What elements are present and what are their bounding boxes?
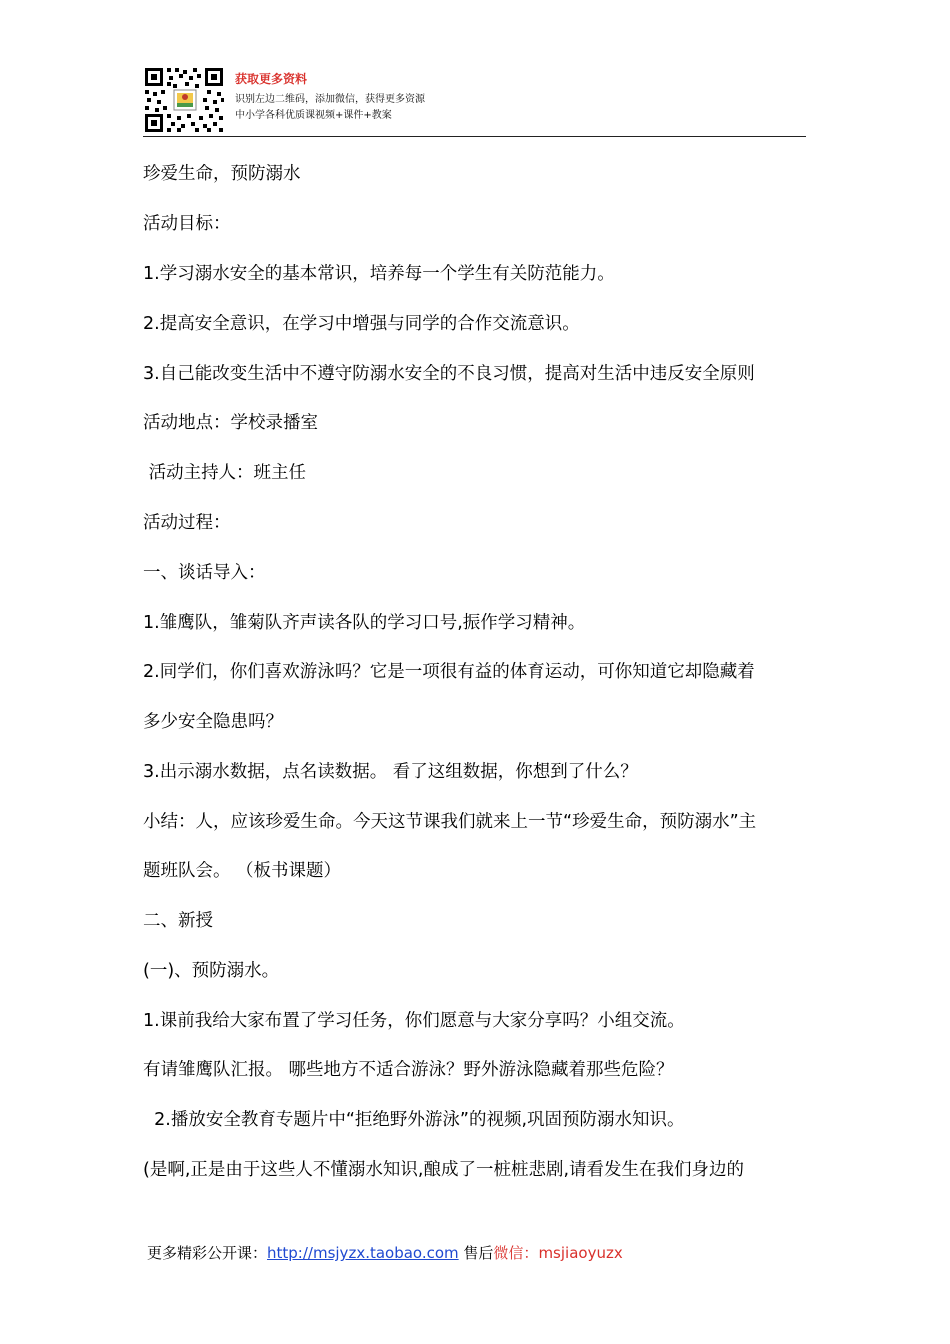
section-heading: 二、新授 <box>143 911 213 931</box>
document-title: 珍爱生命，预防溺水 <box>143 164 301 184</box>
page-header <box>143 66 806 136</box>
footer-link[interactable]: http://msjyzx.taobao.com <box>267 1244 459 1262</box>
text-line: 多少安全隐患吗？ <box>143 712 283 732</box>
footer-wechat-label: 微信： <box>493 1244 539 1262</box>
text-line: 活动地点：学校录播室 <box>143 413 318 433</box>
page-footer <box>147 1240 623 1266</box>
text-line: 3.出示溺水数据，点名读数据。 看了这组数据，你想到了什么？ <box>143 762 638 782</box>
text-line: 1.雏鹰队，雏菊队齐声读各队的学习口号,振作学习精神。 <box>143 613 586 633</box>
footer-after-link: 售后 <box>458 1244 494 1262</box>
text-line: 2.提高安全意识，在学习中增强与同学的合作交流意识。 <box>143 314 580 334</box>
qr-code-icon <box>143 66 225 134</box>
text-line: 1.学习溺水安全的基本常识，培养每一个学生有关防范能力。 <box>143 264 615 284</box>
header-title: 获取更多资料 <box>235 72 308 86</box>
text-line: 1.课前我给大家布置了学习任务，你们愿意与大家分享吗？小组交流。 <box>143 1011 685 1031</box>
header-divider <box>143 136 806 137</box>
subsection-heading: (一)、预防溺水。 <box>143 961 280 981</box>
header-line-1: 识别左边二维码，添加微信，获得更多资源 <box>235 94 425 105</box>
text-line: 活动主持人：班主任 <box>143 463 307 483</box>
text-line: (是啊,正是由于这些人不懂溺水知识,酿成了一桩桩悲剧,请看发生在我们身边的 <box>143 1160 745 1180</box>
footer-wechat-id: msjiaoyuzx <box>538 1244 623 1262</box>
text-line: 3.自己能改变生活中不遵守防溺水安全的不良习惯，提高对生活中违反安全原则 <box>143 364 755 384</box>
text-line: 小结：人，应该珍爱生命。今天这节课我们就来上一节“珍爱生命，预防溺水”主 <box>143 812 757 832</box>
text-line: 有请雏鹰队汇报。 哪些地方不适合游泳？野外游泳隐藏着那些危险？ <box>143 1060 674 1080</box>
text-line: 活动目标： <box>143 214 231 234</box>
text-line: 2.同学们，你们喜欢游泳吗？它是一项很有益的体育运动，可你知道它却隐藏着 <box>143 662 755 682</box>
text-line: 题班队会。 （板书课题） <box>143 861 342 881</box>
text-line: 活动过程： <box>143 513 231 533</box>
text-line: 2.播放安全教育专题片中“拒绝野外游泳”的视频,巩固预防溺水知识。 <box>143 1110 685 1130</box>
section-heading: 一、谈话导入： <box>143 563 266 583</box>
footer-prefix: 更多精彩公开课： <box>147 1244 268 1262</box>
header-line-2: 中小学各科优质课视频+课件+教案 <box>235 110 392 121</box>
